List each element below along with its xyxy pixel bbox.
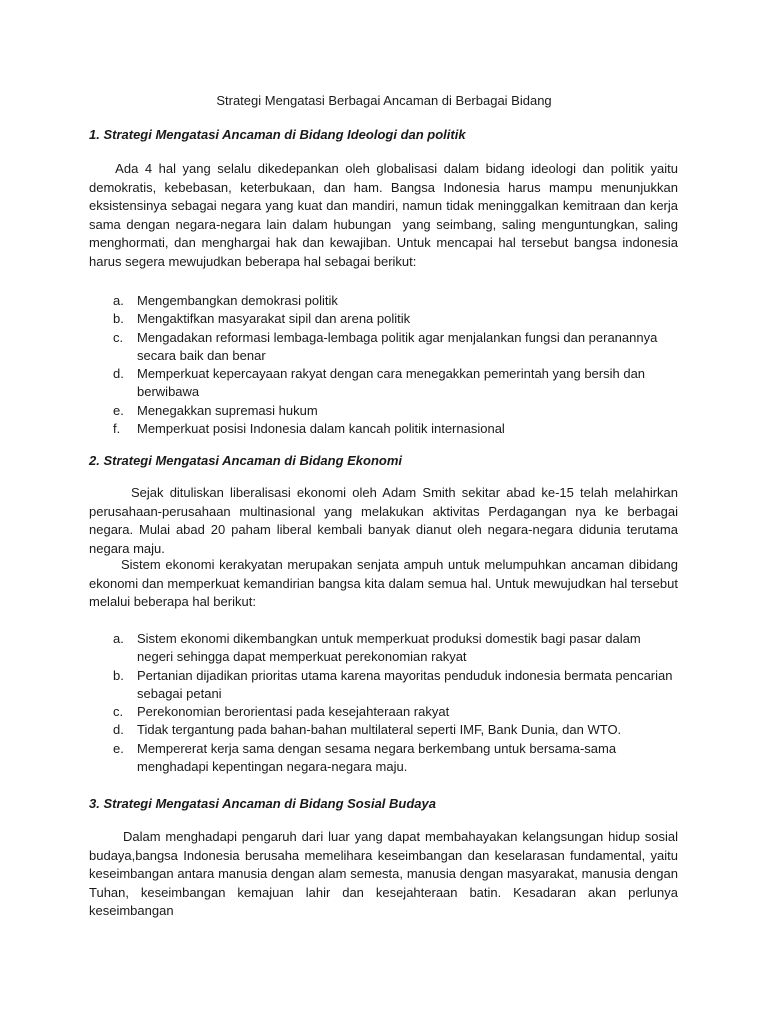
paragraph-ekonomi-1: Sejak dituliskan liberalisasi ekonomi oleh Adam Smith sekitar abad ke-15 telah melahirkan perusahaan-perusahaan multinasional yang melakukan aktivitas Perdagangan nya ke berbagai negara. Mulai abad 20 paham liberal kembali banyak dianut oleh negara-negara didunia terutama negara maju. xyxy=(89,485,678,556)
list-item: a. Sistem ekonomi dikembangkan untuk memperkuat produksi domestik bagi pasar dalam negeri sehingga dapat memperkuat perekonomian rakyat xyxy=(113,631,641,665)
list-item: e. Menegakkan supremasi hukum xyxy=(113,402,318,418)
section-heading-ideologi: 1. Strategi Mengatasi Ancaman di Bidang Ideologi dan politik xyxy=(89,127,466,142)
list-ekonomi xyxy=(113,630,678,776)
list-item: d. Memperkuat kepercayaan rakyat dengan cara menegakkan pemerintah yang bersih dan berwibawa xyxy=(113,366,646,400)
document-title: Strategi Mengatasi Berbagai Ancaman di Berbagai Bidang xyxy=(216,93,552,108)
list-item: a. Mengembangkan demokrasi politik xyxy=(113,293,338,308)
list-item: f. Memperkuat posisi Indonesia dalam kancah politik internasional xyxy=(113,421,505,437)
paragraph-ekonomi-2: Sistem ekonomi kerakyatan merupakan senjata ampuh untuk melumpuhkan ancaman dibidang ekonomi dan memperkuat kemandirian bangsa kita dalam semua hal. Untuk mewujudkan hal tersebut melalui beberapa hal berikut: xyxy=(89,557,678,610)
list-item: b. Mengaktifkan masyarakat sipil dan arena politik xyxy=(113,311,411,327)
paragraph-ideologi: Ada 4 hal yang selalu dikedepankan oleh globalisasi dalam bidang ideologi dan politik yaitu demokratis, kebebasan, keterbukaan, dan ham. Bangsa Indonesia harus mampu menunjukkan eksistensinya sebagai negara yang kuat dan mandiri, namun tidak meninggalkan kemitraan dan kerja sama dengan negara-negara lain dalam hubungan yang seimbang, saling menguntungkan, saling menghormati, dan menghargai hak dan kewajiban. Untuk mencapai hal tersebut bangsa indonesia harus segera mewujudkan beberapa hal sebagai berikut: xyxy=(89,161,682,269)
paragraph-sosial-budaya: Dalam menghadapi pengaruh dari luar yang dapat membahayakan kelangsungan hidup sosial budaya,bangsa Indonesia berusaha memelihara keseimbangan dan keselarasan fundamental, yaitu keseimbangan antara manusia dengan alam semesta, manusia dengan masyarakat, manusia dengan Tuhan, keseimbangan kemajuan lahir dan kesejahteraan batin. Kesadaran akan perlunya keseimbangan xyxy=(89,829,678,919)
list-item: d. Tidak tergantung pada bahan-bahan multilateral seperti IMF, Bank Dunia, dan WTO. xyxy=(113,722,622,738)
list-item: c. Perekonomian berorientasi pada kesejahteraan rakyat xyxy=(113,704,450,720)
list-ideologi xyxy=(113,292,678,438)
list-item: b. Pertanian dijadikan prioritas utama karena mayoritas penduduk indonesia bermata pencarian sebagai petani xyxy=(113,667,673,701)
list-item: e. Mempererat kerja sama dengan sesama negara berkembang untuk bersama-sama menghadapi kepentingan negara-negara maju. xyxy=(113,740,617,775)
section-heading-ekonomi: 2. Strategi Mengatasi Ancaman di Bidang Ekonomi xyxy=(89,453,403,468)
list-item: c. Mengadakan reformasi lembaga-lembaga politik agar menjalankan fungsi dan peranannya secara baik dan benar xyxy=(113,329,658,363)
section-heading-sosial-budaya: 3. Strategi Mengatasi Ancaman di Bidang Sosial Budaya xyxy=(89,796,436,811)
